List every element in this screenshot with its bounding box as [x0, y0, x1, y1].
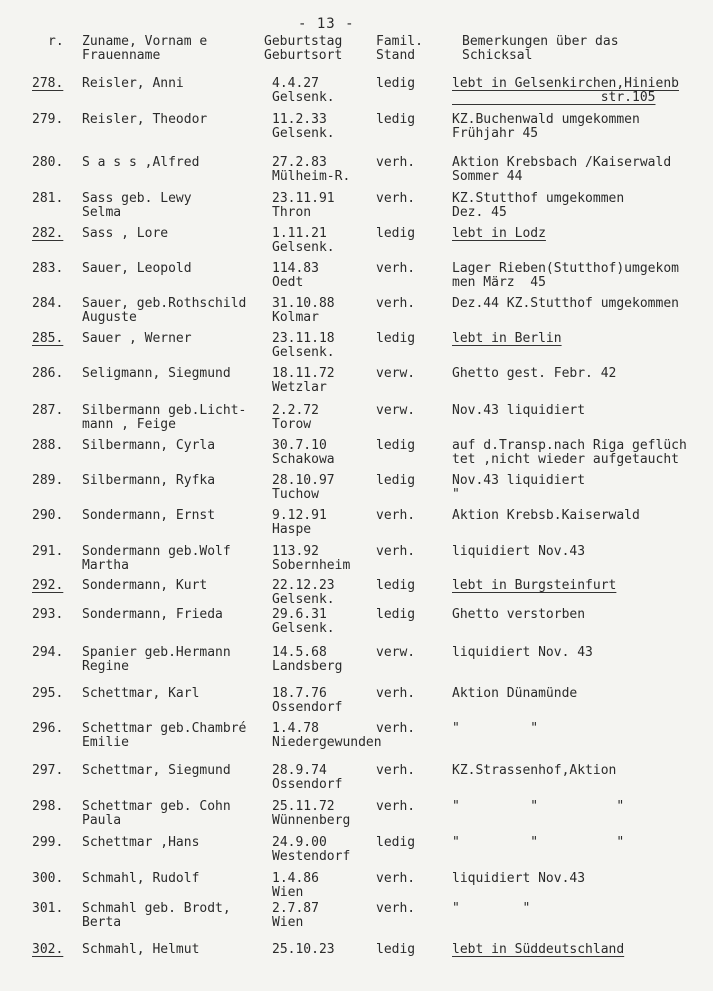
row-number: 285. [32, 331, 64, 346]
table-row [0, 943, 713, 983]
person-name: Silbermann, Ryfka [82, 473, 216, 488]
row-number: 300. [32, 871, 64, 886]
header-fate: Bemerkungen über das Schicksal [462, 34, 619, 63]
fate-remark: liquidiert Nov. 43 [452, 645, 593, 660]
fate-remark: Nov.43 liquidiert " [452, 473, 586, 502]
person-name: Spanier geb.Hermann Regine [82, 645, 231, 674]
row-number: 299. [32, 835, 64, 850]
person-name: S a s s ,Alfred [82, 155, 200, 170]
fate-remark: Dez.44 KZ.Stutthof umgekommen [452, 296, 679, 311]
table-row [0, 764, 713, 804]
person-name: Sauer, Leopold [82, 261, 192, 276]
fate-remark: lebt in Lodz [452, 226, 546, 241]
table-row [0, 156, 713, 196]
row-number: 295. [32, 686, 64, 701]
marital-status: verw. [376, 645, 416, 660]
marital-status: verh. [376, 544, 416, 559]
table-row [0, 77, 713, 117]
row-number: 280. [32, 155, 64, 170]
fate-remark: liquidiert Nov.43 [452, 544, 586, 559]
person-name: Schettmar, Karl [82, 686, 200, 701]
fate-remark: KZ.Stutthof umgekommen Dez. 45 [452, 191, 625, 220]
fate-remark: lebt in Süddeutschland [452, 942, 625, 957]
table-row [0, 608, 713, 648]
birth-info: 23.11.18 Gelsenk. [272, 331, 335, 360]
marital-status: ledig [376, 578, 416, 593]
marital-status: verh. [376, 799, 416, 814]
marital-status: ledig [376, 76, 416, 91]
fate-remark: Aktion Krebsb.Kaiserwald [452, 508, 640, 523]
fate-remark: liquidiert Nov.43 [452, 871, 586, 886]
person-name: Sondermann, Ernst [82, 508, 216, 523]
row-number: 288. [32, 438, 64, 453]
birth-info: 4.4.27 Gelsenk. [272, 76, 335, 105]
row-number: 301. [32, 901, 64, 916]
row-number: 278. [32, 76, 64, 91]
birth-info: 2.7.87 Wien [272, 901, 319, 930]
person-name: Sass geb. Lewy Selma [82, 191, 192, 220]
birth-info: 11.2.33 Gelsenk. [272, 112, 335, 141]
header-fam: Famil. Stand [376, 34, 423, 63]
birth-info: 23.11.91 Thron [272, 191, 335, 220]
person-name: Reisler, Anni [82, 76, 184, 91]
fate-remark: auf d.Transp.nach Riga geflüch tet ,nicht wieder aufgetaucht [452, 438, 687, 467]
fate-remark: KZ.Strassenhof,Aktion [452, 763, 617, 778]
header-name: Zuname, Vornam e Frauenname [82, 34, 208, 63]
table-row [0, 902, 713, 942]
birth-info: 25.11.72 Wünnenberg [272, 799, 351, 828]
birth-info: 29.6.31 Gelsenk. [272, 607, 335, 636]
row-number: 293. [32, 607, 64, 622]
fate-remark: lebt in Gelsenkirchen,Hinienb str.105 [452, 76, 679, 105]
table-row [0, 509, 713, 549]
row-number: 296. [32, 721, 64, 736]
birth-info: 9.12.91 Haspe [272, 508, 327, 537]
person-name: Sondermann, Kurt [82, 578, 208, 593]
table-row [0, 646, 713, 686]
fate-remark: " " [452, 901, 531, 916]
header-birth: Geburtstag Geburtsort [264, 34, 343, 63]
fate-remark: Nov.43 liquidiert [452, 403, 586, 418]
row-number: 279. [32, 112, 64, 127]
fate-remark: Ghetto verstorben [452, 607, 586, 622]
marital-status: verw. [376, 403, 416, 418]
fate-remark: lebt in Burgsteinfurt [452, 578, 617, 593]
birth-info: 28.9.74 Ossendorf [272, 763, 343, 792]
marital-status: ledig [376, 331, 416, 346]
person-name: Sass , Lore [82, 226, 169, 241]
birth-info: 113.92 Sobernheim [272, 544, 351, 573]
marital-status: verh. [376, 155, 416, 170]
fate-remark: " " " [452, 799, 625, 814]
row-number: 281. [32, 191, 64, 206]
person-name: Reisler, Theodor [82, 112, 208, 127]
person-name: Silbermann, Cyrla [82, 438, 216, 453]
birth-info: 114.83 Oedt [272, 261, 319, 290]
birth-info: 22.12.23 Gelsenk. [272, 578, 335, 607]
row-number: 289. [32, 473, 64, 488]
birth-info: 1.11.21 Gelsenk. [272, 226, 335, 255]
birth-info: 30.7.10 Schakowa [272, 438, 335, 467]
marital-status: ledig [376, 438, 416, 453]
row-number: 291. [32, 544, 64, 559]
marital-status: verh. [376, 721, 416, 736]
person-name: Sauer, geb.Rothschild Auguste [82, 296, 247, 325]
table-row [0, 722, 713, 762]
marital-status: verh. [376, 191, 416, 206]
person-name: Schettmar, Siegmund [82, 763, 231, 778]
marital-status: verh. [376, 261, 416, 276]
marital-status: ledig [376, 942, 416, 957]
person-name: Schmahl, Helmut [82, 942, 200, 957]
row-number: 298. [32, 799, 64, 814]
fate-remark: lebt in Berlin [452, 331, 562, 346]
birth-info: 24.9.00 Westendorf [272, 835, 351, 864]
marital-status: verh. [376, 901, 416, 916]
marital-status: verh. [376, 871, 416, 886]
row-number: 294. [32, 645, 64, 660]
birth-info: 18.7.76 Ossendorf [272, 686, 343, 715]
birth-info: 14.5.68 Landsberg [272, 645, 343, 674]
marital-status: ledig [376, 112, 416, 127]
fate-remark: Lager Rieben(Stutthof)umgekom men März 45 [452, 261, 679, 290]
person-name: Sondermann, Frieda [82, 607, 223, 622]
row-number: 286. [32, 366, 64, 381]
page-number: - 13 - [298, 16, 355, 32]
fate-remark: KZ.Buchenwald umgekommen Frühjahr 45 [452, 112, 640, 141]
row-number: 297. [32, 763, 64, 778]
birth-info: 2.2.72 Torow [272, 403, 319, 432]
person-name: Sauer , Werner [82, 331, 192, 346]
birth-info: 1.4.78 Niedergewunden [272, 721, 382, 750]
fate-remark: Aktion Dünamünde [452, 686, 578, 701]
row-number: 283. [32, 261, 64, 276]
fate-remark: " " " [452, 835, 625, 850]
row-number: 284. [32, 296, 64, 311]
marital-status: verh. [376, 763, 416, 778]
table-row [0, 367, 713, 407]
birth-info: 18.11.72 Wetzlar [272, 366, 335, 395]
person-name: Schettmar geb.Chambré Emilie [82, 721, 247, 750]
marital-status: verh. [376, 296, 416, 311]
marital-status: verh. [376, 686, 416, 701]
row-number: 290. [32, 508, 64, 523]
fate-remark: Ghetto gest. Febr. 42 [452, 366, 617, 381]
person-name: Schettmar ,Hans [82, 835, 200, 850]
birth-info: 31.10.88 Kolmar [272, 296, 335, 325]
row-number: 292. [32, 578, 64, 593]
row-number: 287. [32, 403, 64, 418]
birth-info: 28.10.97 Tuchow [272, 473, 335, 502]
fate-remark: " " [452, 721, 539, 736]
marital-status: ledig [376, 835, 416, 850]
table-row [0, 113, 713, 153]
row-number: 282. [32, 226, 64, 241]
person-name: Seligmann, Siegmund [82, 366, 231, 381]
marital-status: ledig [376, 473, 416, 488]
person-name: Schettmar geb. Cohn Paula [82, 799, 231, 828]
table-row [0, 836, 713, 876]
fate-remark: Aktion Krebsbach /Kaiserwald Sommer 44 [452, 155, 672, 184]
marital-status: verw. [376, 366, 416, 381]
marital-status: ledig [376, 226, 416, 241]
person-name: Schmahl, Rudolf [82, 871, 200, 886]
birth-info: 25.10.23 [272, 942, 335, 957]
person-name: Sondermann geb.Wolf Martha [82, 544, 231, 573]
person-name: Schmahl geb. Brodt, Berta [82, 901, 231, 930]
table-row [0, 800, 713, 840]
marital-status: ledig [376, 607, 416, 622]
header-nr: r. [48, 34, 64, 49]
birth-info: 1.4.86 Wien [272, 871, 319, 900]
marital-status: verh. [376, 508, 416, 523]
person-name: Silbermann geb.Licht- mann , Feige [82, 403, 247, 432]
row-number: 302. [32, 942, 64, 957]
birth-info: 27.2.83 Mülheim-R. [272, 155, 351, 184]
